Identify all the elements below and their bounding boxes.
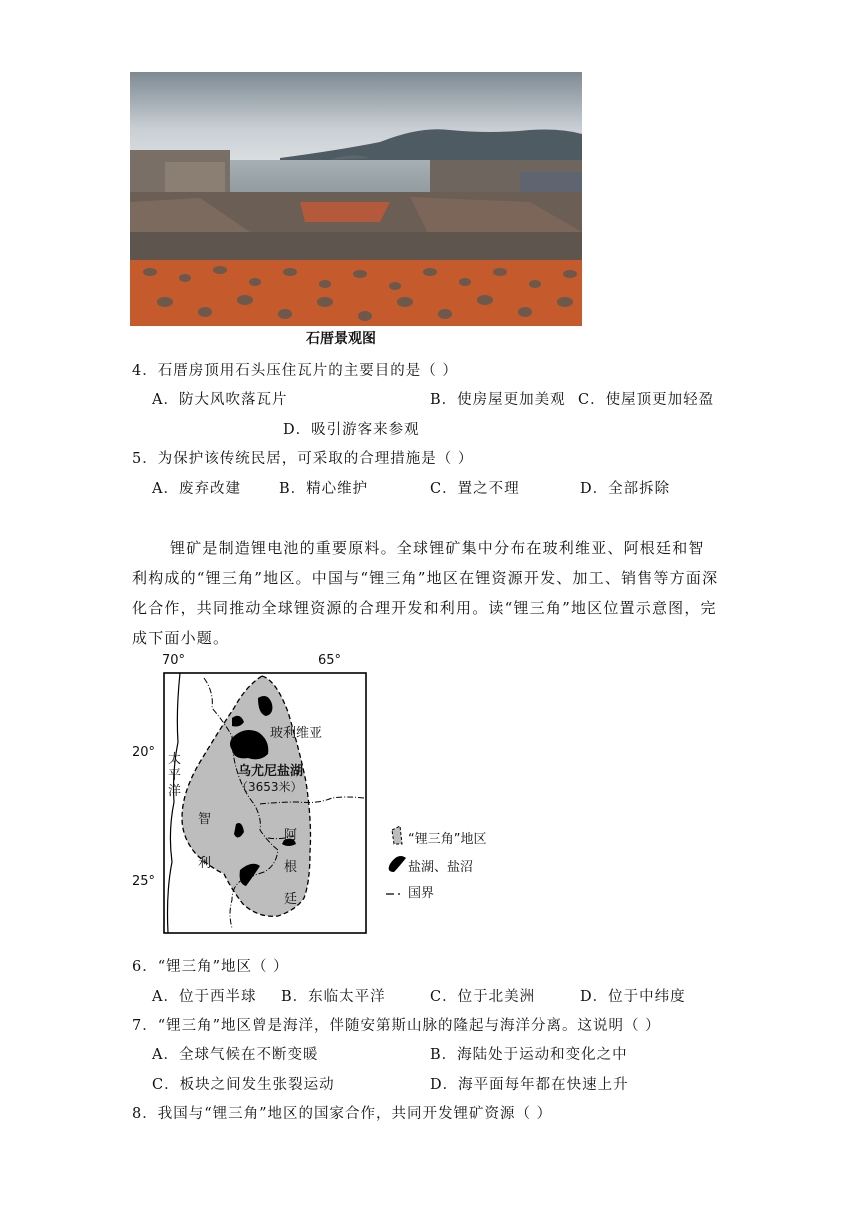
argentina-label-1: 阿	[284, 828, 298, 843]
q4-option-d[interactable]: D．吸引游客来参观	[283, 422, 420, 438]
lon-65-label: 65°	[318, 653, 342, 668]
q7-option-b[interactable]: B．海陆处于运动和变化之中	[430, 1047, 628, 1063]
legend-salt-label: 盐湖、盐沼	[408, 860, 474, 875]
lat-25-label: 25°	[132, 874, 156, 889]
passage-line-3: 化合作，共同推动全球锂资源的合理开发和利用。读“锂三角”地区位置示意图，完	[132, 599, 717, 617]
q7-option-a[interactable]: A．全球气候在不断变暖	[152, 1047, 319, 1063]
q8-stem: 8．我国与“锂三角”地区的国家合作，共同开发锂矿资源（ ）	[132, 1106, 553, 1122]
uyuni-salar-label: 乌尤尼盐湖	[238, 764, 304, 779]
photo-caption: 石厝景观图	[306, 331, 376, 347]
q7-stem: 7．“锂三角”地区曾是海洋，伴随安第斯山脉的隆起与海洋分离。这说明（ ）	[132, 1018, 661, 1034]
q6-option-c[interactable]: C．位于北美洲	[430, 989, 536, 1005]
legend-triangle-label: “锂三角”地区	[408, 832, 487, 847]
ocean-label-2: 平	[168, 768, 182, 783]
passage-line-1: 锂矿是制造锂电池的重要原料。全球锂矿集中分布在玻利维亚、阿根廷和智	[170, 539, 705, 557]
q5-option-b[interactable]: B．精心维护	[279, 481, 369, 497]
ocean-label-1: 太	[168, 752, 182, 767]
legend-border-label: 国界	[408, 886, 435, 901]
lon-70-label: 70°	[162, 653, 186, 668]
q5-stem: 5．为保护该传统民居，可采取的合理措施是（ ）	[132, 451, 474, 467]
lithium-triangle-map	[128, 652, 528, 942]
argentina-label-2: 根	[284, 860, 298, 875]
stone-house-photo	[130, 72, 582, 326]
q6-stem: 6．“锂三角”地区（ ）	[132, 959, 289, 975]
chile-label-2: 利	[198, 856, 212, 871]
q7-option-d[interactable]: D．海平面每年都在快速上升	[430, 1077, 629, 1093]
passage-line-2: 利构成的“锂三角”地区。中国与“锂三角”地区在锂资源开发、加工、销售等方面深	[132, 569, 719, 587]
passage	[132, 533, 732, 653]
bolivia-label: 玻利维亚	[270, 726, 323, 741]
q4-stem: 4．石厝房顶用石头压住瓦片的主要目的是（ ）	[132, 363, 458, 379]
q6-option-d[interactable]: D．位于中纬度	[580, 989, 686, 1005]
q5-option-c[interactable]: C．置之不理	[430, 481, 520, 497]
ocean-label-3: 洋	[168, 784, 182, 799]
q4-option-c[interactable]: C．使屋顶更加轻盈	[578, 392, 715, 408]
q6-option-a[interactable]: A．位于西半球	[152, 989, 257, 1005]
q6-option-b[interactable]: B．东临太平洋	[281, 989, 386, 1005]
uyuni-elevation-label: （3653米）	[236, 780, 303, 794]
chile-label-1: 智	[198, 812, 212, 827]
q4-option-b[interactable]: B．使房屋更加美观	[430, 392, 566, 408]
passage-line-4: 成下面小题。	[132, 629, 230, 647]
argentina-label-3: 廷	[284, 892, 298, 907]
q4-option-a[interactable]: A．防大风吹落瓦片	[152, 392, 288, 408]
lat-20-label: 20°	[132, 745, 156, 760]
q5-option-d[interactable]: D．全部拆除	[580, 481, 671, 497]
q7-option-c[interactable]: C．板块之间发生张裂运动	[152, 1077, 335, 1093]
q5-option-a[interactable]: A．废弃改建	[152, 481, 241, 497]
